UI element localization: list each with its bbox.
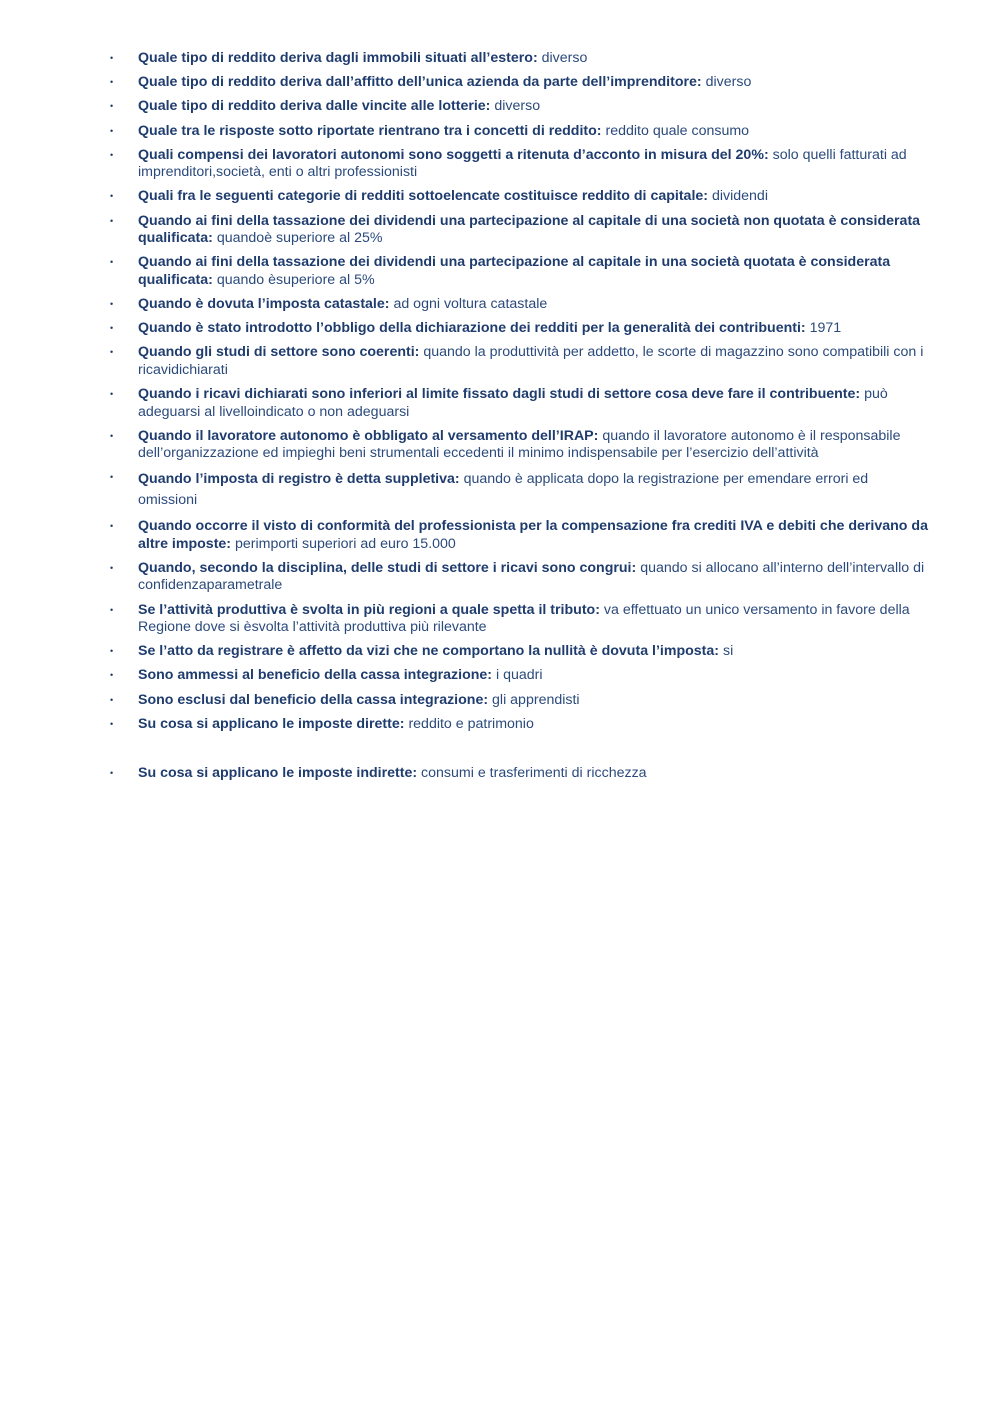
list-item	[110, 386, 930, 421]
list-item	[110, 254, 930, 289]
answer-text: solo quelli fatturati ad imprenditori,società, enti o altri professionisti	[138, 146, 907, 181]
question-text: Quando il lavoratore autonomo è obbligato al versamento dell’IRAP:	[138, 427, 599, 444]
list-item	[110, 692, 930, 710]
list-item	[110, 560, 930, 595]
question-text: Su cosa si applicano le imposte dirette:	[138, 715, 405, 732]
question-text: Quando, secondo la disciplina, delle studi di settore i ricavi sono congrui:	[138, 559, 637, 576]
bullet-icon: •	[110, 604, 114, 615]
list-item	[110, 98, 930, 116]
question-text: Quando occorre il visto di conformità del professionista per la compensazione fra crediti IVA e debiti che derivano da altre imposte:	[138, 518, 928, 552]
list-item	[110, 765, 930, 783]
bullet-icon: •	[110, 521, 114, 532]
answer-text: dividendi	[711, 188, 768, 205]
bullet-icon: •	[110, 215, 114, 226]
list-item	[110, 123, 930, 141]
bullet-icon: •	[110, 149, 114, 160]
answer-text: reddito quale consumo	[605, 122, 750, 139]
answer-text: quando si allocano all’interno dell’intervallo di confidenzaparametrale	[138, 559, 925, 594]
question-text: Quale tipo di reddito deriva dagli immobili situati all’estero:	[138, 50, 538, 66]
bullet-icon: •	[110, 125, 114, 136]
list-item	[110, 518, 930, 553]
bullet-icon: •	[110, 257, 114, 268]
list-item	[110, 643, 930, 661]
answer-text: quando la produttività per addetto, le scorte di magazzino sono compatibili con i ricavidichiarati	[138, 344, 924, 378]
question-text: Quale tra le risposte sotto riportate rientrano tra i concetti di reddito:	[138, 122, 602, 139]
bullet-icon: •	[110, 53, 114, 63]
answer-text: quando èsuperiore al 5%	[216, 271, 375, 288]
list-item	[110, 296, 930, 314]
bullet-icon: •	[110, 768, 114, 779]
question-text: Su cosa si applicano le imposte indirette:	[138, 765, 418, 782]
bullet-icon: •	[110, 299, 114, 309]
list-item	[110, 320, 930, 338]
list-item	[110, 74, 930, 92]
question-text: Sono ammessi al beneficio della cassa integrazione:	[138, 667, 493, 684]
list-item	[110, 469, 930, 511]
list-item	[110, 428, 930, 463]
question-text: Quando gli studi di settore sono coerenti:	[138, 344, 420, 361]
answer-text: quando è applicata dopo la registrazione per emendare errori ed omissioni	[138, 471, 869, 509]
question-text: Sono esclusi dal beneficio della cassa integrazione:	[138, 691, 489, 708]
question-text: Quali fra le seguenti categorie di redditi sottoelencate costituisce reddito di capitale:	[138, 188, 709, 205]
bullet-icon: •	[110, 718, 114, 729]
bullet-icon: •	[110, 646, 114, 657]
question-text: Quando l’imposta di registro è detta suppletiva:	[138, 471, 460, 488]
question-text: Quale tipo di reddito deriva dalle vincite alle lotterie:	[138, 98, 491, 115]
list-item	[110, 188, 930, 206]
qa-list	[110, 50, 930, 789]
question-text: Quando ai fini della tassazione dei dividendi una partecipazione al capitale di una società non quotata è considerata qualificata:	[138, 212, 921, 247]
answer-text: reddito e patrimonio	[408, 715, 534, 732]
bullet-icon: •	[110, 101, 114, 112]
answer-text: consumi e trasferimenti di ricchezza	[421, 765, 647, 782]
answer-text: quandoè superiore al 25%	[216, 230, 383, 247]
answer-text: perimporti superiori ad euro 15.000	[234, 535, 456, 552]
bullet-icon: •	[110, 562, 114, 573]
answer-text: gli apprendisti	[492, 691, 580, 708]
bullet-icon: •	[110, 670, 114, 681]
bullet-icon: •	[110, 347, 114, 358]
answer-text: diverso	[705, 74, 752, 91]
answer-text: quando il lavoratore autonomo è il responsabile dell’organizzazione ed impieghi beni strumentali eccedenti il minimo indispensabile per l’esercizio dell’attività	[138, 427, 901, 462]
bullet-icon: •	[110, 472, 114, 483]
bullet-icon: •	[110, 77, 114, 88]
list-item	[110, 344, 930, 379]
bullet-icon: •	[110, 389, 114, 400]
answer-text: può adeguarsi al livelloindicato o non adeguarsi	[138, 386, 888, 420]
question-text: Quando è dovuta l’imposta catastale:	[138, 296, 390, 312]
question-text: Se l’atto da registrare è affetto da vizi che ne comportano la nullità è dovuta l’imposta:	[138, 643, 720, 660]
list-item	[110, 50, 930, 68]
answer-text: 1971	[809, 320, 842, 337]
bullet-icon: •	[110, 430, 114, 441]
list-item	[110, 213, 930, 248]
bullet-icon: •	[110, 694, 114, 705]
answer-text: va effettuato un unico versamento in favore della Regione dove si èsvolta l’attività produttiva più rilevante	[138, 601, 910, 635]
question-text: Quale tipo di reddito deriva dall’affitto dell’unica azienda da parte dell’imprenditore:	[138, 74, 702, 91]
question-text: Quando i ricavi dichiarati sono inferiori al limite fissato dagli studi di settore cosa deve fare il contribuente:	[138, 386, 861, 403]
answer-text: diverso	[541, 50, 588, 66]
list-item	[110, 147, 930, 182]
answer-text: i quadri	[495, 667, 543, 684]
answer-text: diverso	[494, 98, 541, 115]
question-text: Quando è stato introdotto l’obbligo della dichiarazione dei redditi per la generalità dei contribuenti:	[138, 320, 806, 337]
list-item	[110, 667, 930, 685]
list-item	[110, 716, 930, 734]
question-text: Quando ai fini della tassazione dei dividendi una partecipazione al capitale in una società quotata è considerata qualificata:	[138, 254, 891, 288]
list-item	[110, 602, 930, 637]
bullet-icon: •	[110, 191, 114, 202]
answer-text: si	[722, 643, 734, 660]
bullet-icon: •	[110, 323, 114, 334]
answer-text: ad ogni voltura catastale	[393, 296, 548, 312]
question-text: Quali compensi dei lavoratori autonomi sono soggetti a ritenuta d’acconto in misura del 20%:	[138, 146, 769, 163]
question-text: Se l’attività produttiva è svolta in più regioni a quale spetta il tributo:	[138, 601, 600, 618]
